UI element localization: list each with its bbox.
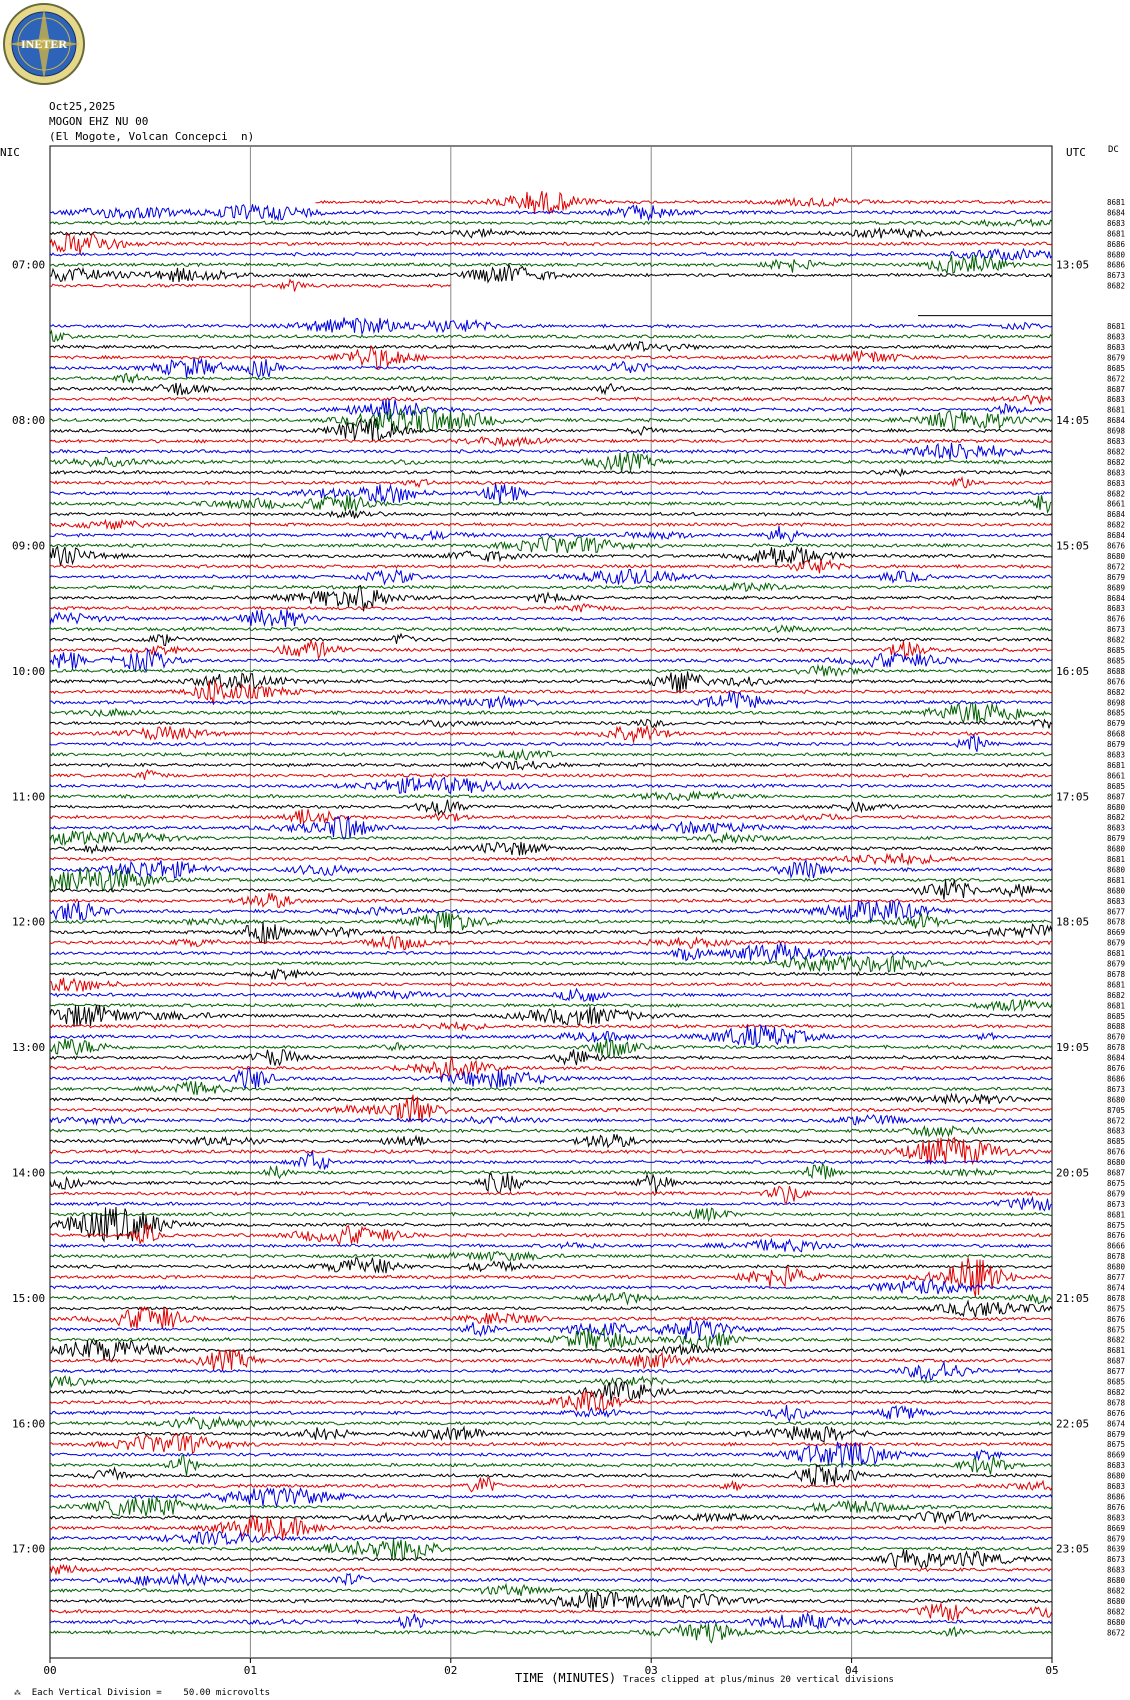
seismic-trace [50, 853, 1052, 864]
dc-offset-label: 8675 [1107, 1220, 1126, 1230]
dc-offset-label: 8681 [1107, 229, 1126, 239]
dc-offset-label: 8685 [1107, 781, 1126, 791]
left-hour-label: 13:00 [12, 1041, 46, 1055]
dc-offset-label: 8679 [1107, 1189, 1126, 1199]
left-hour-label: 14:00 [12, 1166, 46, 1180]
dc-offset-label: 8683 [1107, 823, 1126, 833]
dc-offset-label: 8678 [1107, 917, 1126, 927]
dc-offset-label: 8661 [1107, 771, 1126, 781]
seismic-trace [50, 880, 1052, 900]
seismic-trace [50, 778, 1052, 794]
dc-offset-label: 8698 [1107, 426, 1126, 436]
dc-offset-label: 8679 [1107, 1534, 1126, 1544]
dc-offset-label: 8682 [1107, 489, 1126, 499]
dc-offset-label: 8684 [1107, 1053, 1126, 1063]
seismic-trace [50, 1039, 1052, 1057]
dc-offset-label: 8679 [1107, 938, 1126, 948]
dc-offset-label: 8705 [1107, 1105, 1126, 1115]
dc-offset-label: 8683 [1107, 750, 1126, 760]
dc-offset-label: 8682 [1107, 990, 1126, 1000]
seismic-trace [50, 395, 1052, 404]
seismic-trace [50, 229, 1052, 239]
dc-offset-label: 8683 [1107, 332, 1126, 342]
dc-offset-label: 8682 [1107, 1335, 1126, 1345]
seismic-trace [50, 1126, 1052, 1136]
dc-offset-label: 8683 [1107, 1461, 1126, 1471]
seismic-trace [50, 331, 1052, 341]
seismic-trace [50, 358, 1052, 378]
seismic-trace [50, 1307, 1052, 1329]
seismic-trace [50, 1574, 1052, 1586]
seismic-trace [50, 1081, 1052, 1095]
x-tick-label: 00 [43, 1664, 57, 1677]
dc-offset-label: 8682 [1107, 457, 1126, 467]
seismic-trace [50, 1614, 1052, 1629]
right-hour-label: 17:05 [1056, 790, 1090, 804]
dc-offset-label: 8681 [1107, 1001, 1126, 1011]
dc-offset-label: 8679 [1107, 834, 1126, 844]
seismic-trace [50, 604, 1052, 612]
dc-offset-label: 8673 [1107, 1084, 1126, 1094]
dc-offset-label: 8682 [1107, 1387, 1126, 1397]
dc-offset-label: 8680 [1107, 1576, 1126, 1586]
left-hour-label: 16:00 [12, 1417, 46, 1431]
x-tick-label: 04 [844, 1664, 859, 1677]
dc-offset-label: 8683 [1107, 1482, 1126, 1491]
seismic-trace [50, 1328, 1052, 1350]
dc-offset-label: 8673 [1107, 1199, 1126, 1209]
dc-offset-label: 8676 [1107, 1064, 1126, 1073]
seismic-trace [50, 520, 1052, 530]
seismic-trace [50, 800, 1052, 815]
right-hour-label: 15:05 [1056, 539, 1090, 553]
dc-offset-label: 8681 [1107, 760, 1126, 770]
dc-offset-label: 8681 [1107, 322, 1126, 332]
dc-offset-label: 8680 [1107, 250, 1126, 260]
seismic-trace [50, 478, 1052, 488]
left-hour-label: 07:00 [12, 258, 46, 272]
seismic-trace [50, 1224, 1052, 1244]
seismic-trace [50, 220, 1052, 227]
dc-offset-label: 8672 [1107, 562, 1126, 572]
left-hour-label: 12:00 [12, 915, 46, 929]
seismic-trace [50, 483, 1052, 504]
seismic-trace [50, 1208, 1052, 1221]
dc-offset-label: 8669 [1107, 1523, 1126, 1533]
x-axis-label: TIME (MINUTES) [515, 1671, 617, 1685]
right-hour-label: 20:05 [1056, 1166, 1090, 1180]
dc-offset-label: 8682 [1107, 813, 1126, 823]
dc-offset-label: 8687 [1107, 792, 1126, 802]
dc-offset-label: 8680 [1107, 1471, 1126, 1481]
dc-offset-label: 8682 [1107, 1586, 1126, 1596]
dc-offset-label: 8680 [1107, 886, 1126, 896]
seismic-trace [50, 1550, 1052, 1568]
seismic-trace [50, 1186, 1052, 1203]
seismic-trace [50, 610, 1052, 627]
dc-offset-label: 8684 [1107, 510, 1126, 520]
dc-offset-label: 8681 [1107, 198, 1126, 207]
x-tick-label: 02 [444, 1664, 458, 1677]
seismic-trace [50, 901, 1052, 921]
seismic-trace [50, 1280, 1052, 1294]
seismic-trace [50, 373, 1052, 383]
seismic-trace [50, 750, 1052, 760]
seismic-trace [50, 666, 1052, 677]
dc-offset-label: 8680 [1107, 1596, 1126, 1606]
left-hour-label: 09:00 [12, 539, 46, 553]
dc-offset-label: 8682 [1107, 281, 1126, 291]
dc-offset-label: 8676 [1107, 614, 1126, 624]
seismic-trace [50, 1050, 1052, 1066]
seismic-trace [50, 383, 1052, 395]
seismic-trace [50, 703, 1052, 723]
right-hour-label: 14:05 [1056, 414, 1090, 428]
dc-offset-label: 8681 [1107, 855, 1126, 864]
dc-offset-label: 8682 [1107, 687, 1126, 697]
x-tick-label: 03 [644, 1664, 658, 1677]
dc-offset-label: 8679 [1107, 572, 1126, 582]
seismic-trace [50, 346, 1052, 369]
dc-offset-label: 8639 [1107, 1544, 1126, 1554]
dc-offset-label: 8684 [1107, 593, 1126, 603]
right-timezone-label: UTC [1066, 146, 1086, 159]
dc-offset-label: 8680 [1107, 802, 1126, 812]
dc-offset-label: 8672 [1107, 374, 1126, 384]
dc-offset-label: 8683 [1107, 1126, 1126, 1136]
seismic-trace [50, 1405, 1052, 1421]
seismic-trace [50, 912, 1052, 933]
seismic-trace [50, 204, 1052, 220]
right-hour-label: 23:05 [1056, 1542, 1090, 1556]
dc-offset-label: 8685 [1107, 708, 1126, 718]
dc-offset-label: 8687 [1107, 384, 1126, 394]
dc-offset-label: 8686 [1107, 239, 1126, 249]
seismic-trace [50, 1025, 1052, 1047]
dc-offset-label: 8669 [1107, 928, 1126, 938]
seismic-trace [50, 408, 1052, 433]
seismic-trace [50, 1603, 1052, 1620]
dc-label: DC [1108, 145, 1119, 155]
station-label: MOGON EHZ NU 00 [49, 115, 149, 128]
seismic-trace [50, 1258, 1052, 1274]
seismic-trace [50, 437, 1052, 446]
dc-offset-label: 8676 [1107, 1147, 1126, 1157]
dc-offset-label: 8676 [1107, 1408, 1126, 1418]
left-hour-label: 10:00 [12, 664, 46, 678]
seismic-trace [50, 1115, 1052, 1125]
seismic-trace [50, 726, 1052, 743]
dc-offset-label: 8685 [1107, 1137, 1126, 1147]
dc-offset-label: 8677 [1107, 1367, 1126, 1377]
dc-offset-label: 8680 [1107, 1158, 1126, 1168]
dc-offset-label: 8680 [1107, 1262, 1126, 1272]
dc-offset-label: 8681 [1107, 405, 1126, 415]
dc-offset-label: 8682 [1107, 1607, 1126, 1617]
seismic-trace [50, 1198, 1052, 1211]
seismic-trace [50, 868, 1052, 892]
dc-offset-label: 8683 [1107, 604, 1126, 614]
seismic-trace [50, 1058, 1052, 1079]
seismic-trace [50, 1349, 1052, 1371]
seismic-trace [50, 1301, 1052, 1317]
seismic-trace [50, 1319, 1052, 1340]
dc-offset-label: 8689 [1107, 583, 1126, 593]
seismic-trace [50, 1624, 1052, 1643]
seismic-trace [50, 1022, 1052, 1030]
dc-offset-label: 8678 [1107, 1043, 1126, 1053]
seismic-trace [50, 626, 1052, 633]
dc-offset-label: 8677 [1107, 1273, 1126, 1282]
left-timezone-label: NIC [0, 146, 20, 159]
dc-offset-label: 8687 [1107, 1356, 1126, 1366]
dc-offset-label: 8679 [1107, 959, 1126, 969]
seismic-trace [50, 671, 1052, 693]
seismic-trace [50, 1442, 1052, 1468]
seismic-trace [50, 719, 1052, 728]
left-hour-label: 17:00 [12, 1542, 46, 1556]
dc-offset-label: 8686 [1107, 260, 1126, 270]
seismic-trace [50, 1391, 1052, 1411]
seismic-trace [50, 495, 1052, 512]
dc-offset-label: 8675 [1107, 1178, 1126, 1188]
seismic-trace [50, 547, 1052, 566]
seismic-trace [50, 234, 1052, 255]
seismic-trace [50, 1164, 1052, 1180]
dc-offset-label: 8681 [1107, 980, 1126, 990]
dc-offset-label: 8686 [1107, 1492, 1126, 1502]
dc-offset-label: 8681 [1107, 1346, 1126, 1356]
dc-offset-label: 8676 [1107, 1314, 1126, 1324]
dc-offset-label: 8669 [1107, 1450, 1126, 1460]
dc-offset-label: 8679 [1107, 740, 1126, 750]
seismic-trace [50, 1134, 1052, 1147]
seismic-trace [50, 443, 1052, 460]
x-tick-label: 01 [243, 1664, 258, 1677]
dc-offset-label: 8685 [1107, 1377, 1126, 1387]
dc-offset-label: 8687 [1107, 1168, 1126, 1178]
dc-offset-label: 8683 [1107, 896, 1126, 906]
seismic-trace [50, 1362, 1052, 1380]
dc-offset-label: 8685 [1107, 363, 1126, 373]
seismic-trace [50, 770, 1052, 780]
svg-text:INETER: INETER [20, 37, 68, 51]
dc-offset-label: 8677 [1107, 907, 1126, 917]
seismic-trace [50, 1465, 1052, 1486]
seismic-trace [50, 989, 1052, 1002]
dc-offset-label: 8686 [1107, 1074, 1126, 1084]
dc-offset-label: 8680 [1107, 865, 1126, 875]
dc-offset-label: 8678 [1107, 969, 1126, 979]
dc-offset-label: 8680 [1107, 844, 1126, 854]
dc-offset-label: 8680 [1107, 551, 1126, 561]
right-hour-label: 16:05 [1056, 664, 1090, 678]
seismic-trace [50, 318, 1052, 334]
seismic-trace [50, 735, 1052, 752]
seismic-trace [50, 831, 1052, 845]
seismic-trace [50, 583, 1052, 591]
seismic-trace [50, 1293, 1052, 1304]
dc-offset-label: 8682 [1107, 520, 1126, 530]
dc-offset-label: 8675 [1107, 1304, 1126, 1314]
dc-offset-label: 8676 [1107, 541, 1126, 551]
dc-offset-label: 8676 [1107, 677, 1126, 687]
seismic-trace [50, 1000, 1052, 1011]
clip-note: Traces clipped at plus/minus 20 vertical divisions [623, 1675, 894, 1685]
right-hour-label: 18:05 [1056, 915, 1090, 929]
date-label: Oct25,2025 [49, 100, 116, 113]
seismic-trace [316, 191, 1051, 213]
seismic-trace [50, 1532, 1052, 1545]
dc-offset-label: 8683 [1107, 395, 1126, 405]
seismic-trace [50, 809, 1052, 824]
dc-offset-label: 8678 [1107, 1252, 1126, 1262]
seismic-trace [50, 649, 1052, 670]
dc-offset-label: 8685 [1107, 646, 1126, 655]
seismic-trace [50, 1417, 1052, 1429]
dc-offset-label: 8683 [1107, 1565, 1126, 1575]
dc-offset-label: 8679 [1107, 353, 1126, 363]
seismic-trace [50, 1511, 1052, 1523]
seismic-trace [50, 860, 1052, 878]
dc-offset-label: 8688 [1107, 1022, 1126, 1032]
right-hour-label: 22:05 [1056, 1417, 1090, 1431]
seismic-trace [50, 969, 1052, 979]
seismic-trace [50, 936, 1052, 950]
seismic-trace [50, 469, 1052, 476]
seismic-trace [50, 510, 1052, 518]
seismic-trace [50, 1496, 1052, 1516]
seismic-trace [50, 342, 1052, 351]
dc-offset-label: 8682 [1107, 635, 1126, 645]
dc-offset-label: 8674 [1107, 1283, 1126, 1293]
dc-offset-label: 8673 [1107, 625, 1126, 635]
dc-offset-label: 8685 [1107, 656, 1126, 666]
dc-offset-label: 8661 [1107, 499, 1126, 509]
seismic-trace [50, 1434, 1052, 1453]
dc-offset-label: 8683 [1107, 1513, 1126, 1523]
seismic-trace [50, 399, 1052, 419]
dc-offset-label: 8688 [1107, 666, 1126, 676]
seismic-trace [50, 1173, 1052, 1193]
dc-offset-label: 8678 [1107, 1293, 1126, 1303]
dc-offset-label: 8672 [1107, 1116, 1126, 1126]
seismic-trace [50, 1478, 1052, 1492]
seismic-trace [50, 265, 1052, 282]
seismic-trace [50, 255, 1052, 273]
seismic-trace [50, 1565, 1052, 1574]
seismic-trace [50, 1591, 1052, 1610]
seismic-trace [50, 792, 1052, 800]
seismic-trace [50, 761, 1052, 770]
right-hour-label: 21:05 [1056, 1291, 1090, 1305]
dc-offset-label: 8683 [1107, 478, 1126, 488]
dc-offset-label: 8681 [1107, 1210, 1126, 1220]
seismic-trace [50, 634, 1052, 646]
seismic-trace [50, 1252, 1052, 1261]
left-hour-label: 08:00 [12, 414, 46, 428]
seismic-trace [50, 526, 1052, 542]
seismic-trace [50, 1240, 1052, 1252]
seismic-trace [50, 570, 1052, 585]
seismic-trace [50, 1151, 1052, 1169]
seismic-trace [50, 978, 1052, 992]
seismic-trace [50, 249, 1052, 260]
dc-offset-label: 8680 [1107, 1617, 1126, 1627]
dc-offset-label: 8673 [1107, 271, 1126, 281]
dc-offset-label: 8683 [1107, 218, 1126, 228]
dc-offset-label: 8675 [1107, 1325, 1126, 1335]
dc-offset-label: 8676 [1107, 1502, 1126, 1512]
right-hour-label: 19:05 [1056, 1041, 1090, 1055]
seismic-trace [50, 1488, 1052, 1506]
seismic-trace [50, 1005, 1052, 1027]
dc-offset-label: 8685 [1107, 1011, 1126, 1021]
dc-offset-label: 8675 [1107, 1440, 1126, 1450]
left-hour-label: 11:00 [12, 790, 46, 804]
dc-offset-label: 8683 [1107, 342, 1126, 352]
dc-offset-label: 8684 [1107, 416, 1126, 426]
right-hour-label: 13:05 [1056, 258, 1090, 272]
dc-offset-label: 8683 [1107, 437, 1126, 446]
dc-offset-label: 8670 [1107, 1032, 1126, 1042]
dc-offset-label: 8672 [1107, 1628, 1126, 1638]
seismic-trace [50, 893, 1052, 907]
dc-offset-label: 8679 [1107, 1429, 1126, 1439]
seismic-trace [50, 1376, 1052, 1387]
dc-offset-label: 8681 [1107, 875, 1126, 885]
dc-offset-label: 8680 [1107, 1095, 1126, 1105]
seismic-trace [50, 1094, 1052, 1104]
location-label: (El Mogote, Volcan Concepci n) [49, 130, 255, 143]
dc-offset-label: 8676 [1107, 1231, 1126, 1241]
dc-offset-label: 8684 [1107, 208, 1126, 218]
dc-offset-label: 8681 [1107, 949, 1126, 959]
dc-offset-label: 8678 [1107, 1398, 1126, 1408]
x-tick-label: 05 [1045, 1664, 1059, 1677]
seismic-trace [50, 1585, 1052, 1597]
dc-offset-label: 8683 [1107, 468, 1126, 478]
dc-offset-label: 8666 [1107, 1241, 1126, 1251]
seismic-trace [50, 816, 1052, 839]
scale-note: ⁂ Each Vertical Division = 50.00 microvolts [13, 1688, 271, 1698]
dc-offset-label: 8698 [1107, 698, 1126, 708]
dc-offset-label: 8684 [1107, 531, 1126, 541]
dc-offset-label: 8673 [1107, 1555, 1126, 1565]
seismic-trace [50, 1455, 1052, 1475]
dc-offset-label: 8668 [1107, 729, 1126, 739]
dc-offset-label: 8674 [1107, 1419, 1126, 1429]
left-hour-label: 15:00 [12, 1291, 46, 1305]
dc-offset-label: 8679 [1107, 719, 1126, 729]
dc-offset-label: 8682 [1107, 447, 1126, 457]
seismic-trace [50, 537, 1052, 553]
seismic-trace [50, 956, 1052, 973]
seismic-trace [50, 943, 1052, 962]
